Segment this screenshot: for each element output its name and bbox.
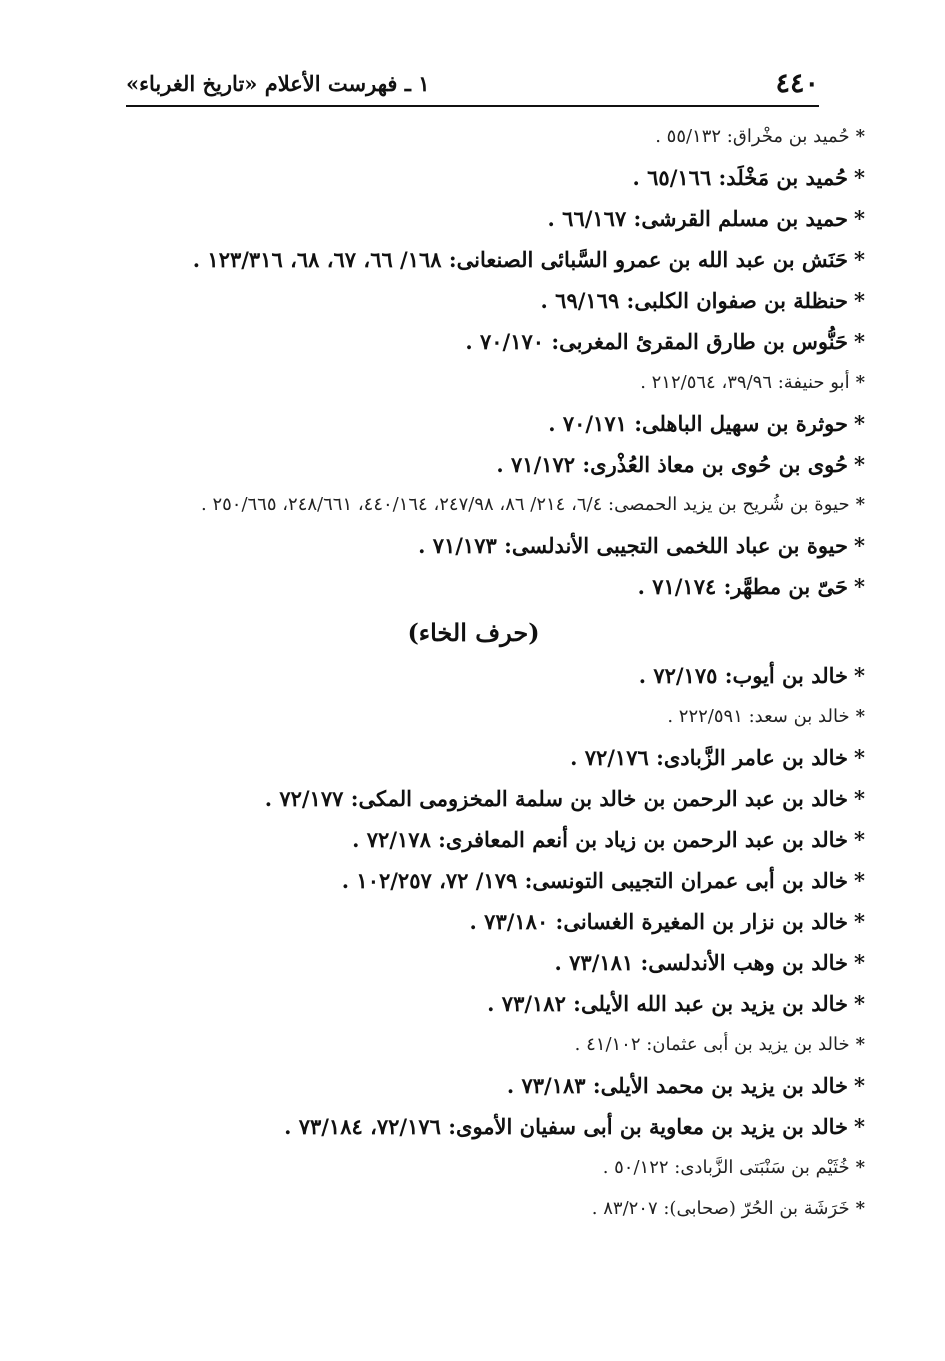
index-entry [118, 566, 865, 607]
entry-text: حيوة بن عباد اللخمى التجيبى الأندلسى: ٧١/١٧٣ . [418, 533, 849, 558]
index-entry [118, 280, 865, 321]
entry-text: خَرَشَة بن الحُرّ (صحابى): ٨٣/٢٠٧ . [591, 1198, 850, 1219]
asterisk-bullet: * [854, 786, 865, 811]
asterisk-bullet: * [854, 165, 865, 190]
entries-section-kha [118, 655, 865, 1229]
entry-text: حُميد بن مخْراق: ٥٥/١٣٢ . [655, 126, 850, 147]
index-entry [118, 778, 865, 819]
index-entry [118, 901, 865, 942]
asterisk-bullet: * [854, 411, 865, 436]
running-title: ١ ـ فهرست الأعلام «تاريخ الغرباء» [126, 71, 430, 96]
index-entry [118, 239, 865, 280]
asterisk-bullet: * [855, 1198, 865, 1219]
index-entry [118, 655, 865, 696]
asterisk-bullet: * [855, 1157, 865, 1178]
asterisk-bullet: * [854, 329, 865, 354]
index-entry [118, 444, 865, 485]
index-entry [118, 485, 865, 525]
index-entry [118, 942, 865, 983]
asterisk-bullet: * [854, 1073, 865, 1098]
index-entry [118, 362, 865, 403]
index-entry [118, 198, 865, 239]
index-entry [118, 1106, 865, 1147]
entry-text: خالد بن عبد الرحمن بن زياد بن أنعم المعافرى: ٧٢/١٧٨ . [352, 827, 849, 852]
index-entry [118, 860, 865, 901]
entry-text: خالد بن سعد: ٢٢٢/٥٩١ . [667, 706, 850, 727]
index-entry [118, 819, 865, 860]
entry-text: خُثَيْم بن سَنْبَتى الزَّبادى: ٥٠/١٢٢ . [602, 1157, 850, 1178]
entry-text: خالد بن عبد الرحمن بن خالد بن سلمة المخزومى المكى: ٧٢/١٧٧ . [264, 786, 849, 811]
asterisk-bullet: * [854, 745, 865, 770]
entry-text: حَىّ بن مطهَّر: ٧١/١٧٤ . [637, 574, 849, 599]
index-entry [118, 116, 865, 157]
asterisk-bullet: * [854, 206, 865, 231]
asterisk-bullet: * [854, 950, 865, 975]
entry-text: خالد بن وهب الأندلسى: ٧٣/١٨١ . [554, 950, 849, 975]
index-entry [118, 1065, 865, 1106]
entries-section-ha [118, 116, 865, 607]
entry-text: أبو حنيفة: ٣٩/٩٦، ٢١٢/٥٦٤ . [640, 372, 850, 393]
entry-text: خالد بن يزيد بن عبد الله الأيلى: ٧٣/١٨٢ . [487, 991, 849, 1016]
asterisk-bullet: * [854, 991, 865, 1016]
entry-text: حوثرة بن سهيل الباهلى: ٧٠/١٧١ . [548, 411, 849, 436]
index-entry [118, 737, 865, 778]
entry-text: خالد بن يزيد بن محمد الأيلى: ٧٣/١٨٣ . [506, 1073, 849, 1098]
entry-text: خالد بن يزيد بن معاوية بن أبى سفيان الأموى: ٧٢/١٧٦، ٧٣/١٨٤ . [284, 1114, 849, 1139]
index-entry [118, 321, 865, 362]
asterisk-bullet: * [854, 533, 865, 558]
index-entries [118, 116, 865, 1229]
entry-text: حُوى بن حُوى بن معاذ العُذْرى: ٧١/١٧٢ . [496, 452, 849, 477]
asterisk-bullet: * [854, 574, 865, 599]
section-title: (حرف الخاء) [407, 618, 540, 647]
entry-text: خالد بن عامر الزَّبادى: ٧٢/١٧٦ . [570, 745, 849, 770]
asterisk-bullet: * [855, 494, 865, 515]
index-entry [118, 1188, 865, 1229]
asterisk-bullet: * [854, 452, 865, 477]
entry-text: حَنَش بن عبد الله بن عمرو السَّبائى الصنعانى: ١٦٨/ ٦٦، ٦٧، ٦٨، ١٢٣/٣١٦ . [192, 247, 849, 272]
asterisk-bullet: * [854, 663, 865, 688]
header-rule [126, 105, 819, 107]
entry-text: خالد بن نزار بن المغيرة الغسانى: ٧٣/١٨٠ . [469, 909, 849, 934]
entry-text: خالد بن أيوب: ٧٢/١٧٥ . [638, 663, 849, 688]
asterisk-bullet: * [854, 909, 865, 934]
asterisk-bullet: * [855, 1034, 865, 1055]
entry-text: حَنُّوس بن طارق المقرئ المغربى: ٧٠/١٧٠ . [465, 329, 849, 354]
asterisk-bullet: * [854, 827, 865, 852]
asterisk-bullet: * [854, 247, 865, 272]
entry-text: خالد بن يزيد بن أبى عثمان: ٤١/١٠٢ . [574, 1034, 850, 1055]
index-entry [118, 403, 865, 444]
page-header [126, 62, 819, 104]
asterisk-bullet: * [854, 288, 865, 313]
index-entry [118, 696, 865, 737]
asterisk-bullet: * [854, 868, 865, 893]
asterisk-bullet: * [855, 706, 865, 727]
asterisk-bullet: * [855, 126, 865, 147]
entry-text: حنظلة بن صفوان الكلبى: ٦٩/١٦٩ . [540, 288, 849, 313]
index-entry [118, 983, 865, 1024]
index-entry [118, 525, 865, 566]
asterisk-bullet: * [854, 1114, 865, 1139]
entry-text: حميد بن مسلم القرشى: ٦٦/١٦٧ . [547, 206, 849, 231]
entry-text: حُميد بن مَخْلَد: ٦٥/١٦٦ . [632, 165, 849, 190]
asterisk-bullet: * [855, 372, 865, 393]
entry-text: خالد بن أبى عمران التجيبى التونسى: ١٧٩/ ٧٢، ١٠٢/٢٥٧ . [341, 868, 849, 893]
index-entry [118, 1024, 865, 1065]
index-entry [118, 157, 865, 198]
entry-text: حيوة بن شُريح بن يزيد الحمصى: ٦/٤، ٢١٤/ ٨٦، ٢٤٧/٩٨، ٤٤٠/١٦٤، ٢٤٨/٦٦١، ٢٥٠/٦٦٥ . [200, 494, 850, 515]
index-entry [118, 1147, 865, 1188]
page-number: ٤٤٠ [775, 68, 819, 99]
